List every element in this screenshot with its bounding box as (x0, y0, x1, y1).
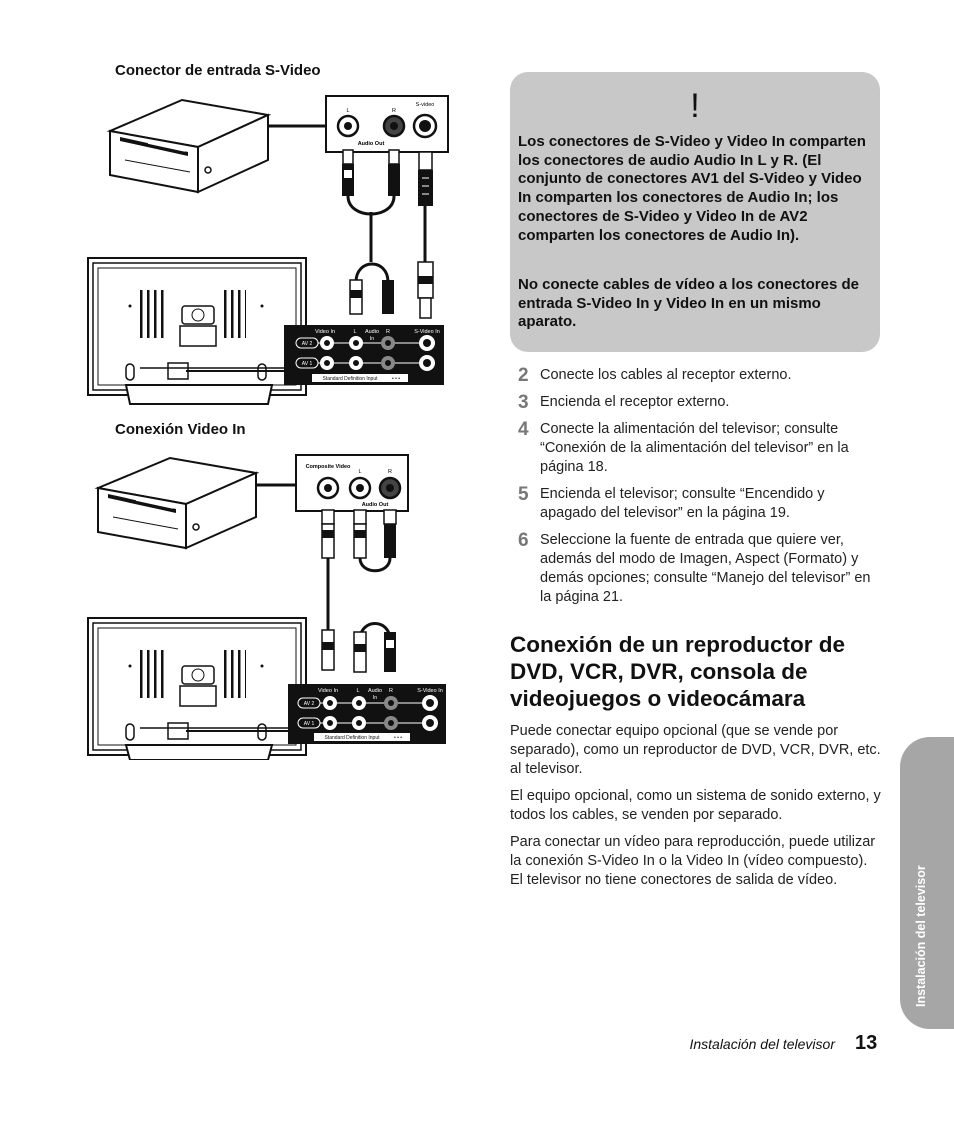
step-number: 4 (518, 419, 529, 440)
svideo-receiver-panel (326, 96, 448, 152)
svideo-rx-audio-out: Audio Out (357, 141, 385, 147)
video-rx-label-l: L (358, 469, 362, 475)
video-receiver-box (98, 458, 256, 548)
svg-text:Audio: Audio (367, 688, 383, 694)
svg-text:Standard Definition Input: Standard Definition Input (324, 735, 380, 741)
svg-text:Audio: Audio (364, 329, 380, 335)
svg-text:AV 1: AV 1 (303, 721, 315, 727)
section-heading: Conexión de un reproductor de DVD, VCR, DVR, consola de videojuegos o videocámara (510, 632, 846, 711)
svg-text:Video In: Video In (317, 688, 339, 694)
note-paragraph: No conecte cables de vídeo a los conectores de entrada S-Video In y Video In en un mismo aparato. (518, 276, 859, 331)
chapter-side-tab-label: Instalación del televisor (914, 865, 928, 1007)
figure-caption-svideo: Conector de entrada S-Video (115, 62, 321, 79)
svideo-tv-back (88, 258, 306, 404)
steps-list (518, 366, 883, 615)
step-text: Encienda el receptor externo. (540, 394, 730, 410)
svg-text:L: L (353, 329, 357, 335)
footer-chapter-label: Instalación del televisor (689, 1036, 835, 1052)
video-rx-audio-out: Audio Out (361, 502, 389, 508)
chapter-side-tab (900, 737, 954, 1029)
video-receiver-panel (296, 455, 408, 511)
svg-text:• • •: • • • (391, 376, 401, 382)
svideo-rx-label-r: R (392, 108, 396, 114)
svideo-receiver-box (110, 100, 268, 192)
step-item (518, 485, 883, 523)
step-item (518, 366, 883, 385)
svg-text:AV 2: AV 2 (303, 701, 315, 707)
page-number: 13 (855, 1032, 878, 1054)
video-tv-back (88, 618, 306, 760)
figure-caption-video: Conexión Video In (115, 421, 246, 438)
step-number: 3 (518, 392, 529, 413)
step-text: Conecte los cables al receptor externo. (540, 367, 792, 383)
video-rx-label-r: R (388, 469, 392, 475)
step-number: 2 (518, 365, 529, 386)
warning-icon: ! (690, 87, 700, 125)
svg-text:AV 2: AV 2 (301, 341, 313, 347)
svg-text:R: R (386, 329, 390, 335)
svideo-rx-label-l: L (346, 108, 350, 114)
body-paragraph: Para conectar un vídeo para reproducción, puede utilizar la conexión S-Video In o la Video In (vídeo compuesto). El televisor no tiene conectores de salida de vídeo. (510, 834, 876, 888)
caution-note (510, 72, 880, 352)
step-number: 6 (518, 530, 529, 551)
svg-text:Video In: Video In (314, 329, 336, 335)
svg-text:• • •: • • • (393, 735, 403, 741)
svg-text:Standard Definition Input: Standard Definition Input (322, 376, 378, 382)
video-rx-label-composite: Composite Video (305, 464, 351, 470)
video-cables (322, 510, 396, 672)
step-item (518, 393, 883, 412)
step-item (518, 531, 883, 607)
svg-text:S-Video In: S-Video In (414, 329, 440, 335)
body-paragraph: El equipo opcional, como un sistema de sonido externo, y todos los cables, se venden por separado. (510, 788, 881, 823)
svg-text:In: In (372, 695, 378, 701)
svg-text:In: In (369, 336, 375, 342)
connection-diagrams (0, 0, 470, 760)
body-paragraph: Puede conectar equipo opcional (que se vende por separado), como un reproductor de DVD, VCR, DVR, etc. al televisor. (510, 723, 881, 777)
step-number: 5 (518, 484, 529, 505)
video-tv-input-panel (288, 684, 446, 744)
svg-text:L: L (356, 688, 360, 694)
svideo-cables (342, 150, 433, 318)
step-text: Conecte la alimentación del televisor; consulte “Conexión de la alimentación del televisor” en la página 18. (540, 421, 849, 475)
svg-text:R: R (389, 688, 393, 694)
step-item (518, 420, 883, 477)
note-paragraph: Los conectores de S-Video y Video In comparten los conectores de audio Audio In L y R. (El conjunto de conectores AV1 del S-Video y Video In comparten los conectores de Audio In; los conectores de S-Video y Video In de AV2 comparten los conectores de Audio In). (518, 133, 866, 244)
svg-text:AV 1: AV 1 (301, 361, 313, 367)
step-text: Seleccione la fuente de entrada que quiere ver, además del modo de Imagen, Aspect (Formato) y demás opciones; consulte “Manejo del televisor” en la página 21. (540, 532, 871, 605)
svideo-rx-label-svideo: S-video (415, 102, 435, 108)
step-text: Encienda el televisor; consulte “Encendido y apagado del televisor” en la página 19. (540, 486, 825, 521)
svideo-tv-input-panel (284, 325, 444, 385)
svg-text:S-Video In: S-Video In (417, 688, 443, 694)
